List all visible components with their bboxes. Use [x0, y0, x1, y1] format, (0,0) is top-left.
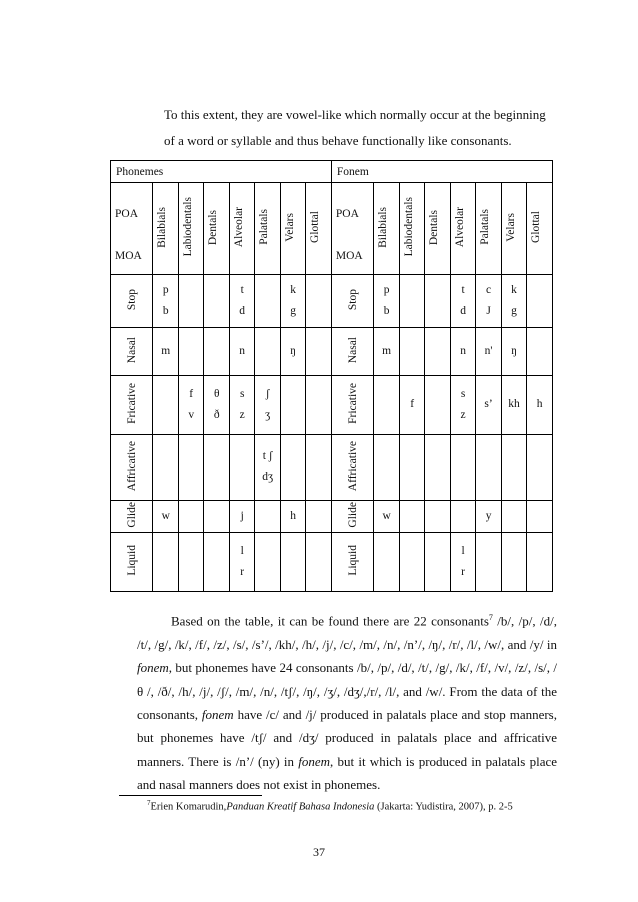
manner-label: Stop [346, 288, 359, 310]
footnote-title: Panduan Kreatif Bahasa Indonesia [226, 801, 375, 813]
fonem-consonant-cell [527, 434, 553, 501]
phonemes-consonant-cell [153, 275, 178, 327]
fonem-place-header [399, 183, 424, 275]
manner-label: Glide [125, 502, 138, 529]
analysis-part-1: Based on the table, it can be found there are 22 consonants [171, 613, 489, 629]
footnote-reference: 7 [488, 613, 493, 622]
fonem-consonant-cell [527, 327, 553, 375]
consonant-symbol: s’ [484, 398, 493, 411]
consonant-symbol: g [290, 304, 297, 317]
phonemes-consonant-cell [280, 327, 305, 375]
phonemes-consonant-cell [255, 375, 280, 434]
poa-label: POA [335, 207, 359, 220]
fonem-title: Fonem [331, 161, 552, 183]
phonemes-consonant-cell [306, 375, 332, 434]
place-label: Bilabials [156, 206, 169, 248]
phonemes-consonant-cell [255, 275, 280, 327]
place-label: Glottal [530, 211, 543, 244]
fonem-consonant-cell [374, 533, 399, 592]
phonemes-poa-moa-label [111, 183, 153, 275]
consonant-symbol: n [239, 344, 246, 357]
phonemes-manner-label [111, 327, 153, 375]
fonem-place-header [425, 183, 450, 275]
fonem-consonant-cell [425, 327, 450, 375]
consonant-symbol: b [162, 304, 169, 317]
consonant-symbol: y [485, 510, 492, 523]
manner-row [111, 533, 553, 592]
consonant-symbol: l [240, 545, 244, 558]
place-label: Palatals [258, 209, 271, 246]
phonemes-consonant-cell [204, 501, 229, 533]
phonemes-consonant-cell [153, 327, 178, 375]
phonemes-manner-label [111, 275, 153, 327]
phonemes-place-header [306, 183, 332, 275]
consonant-symbol: c [486, 283, 492, 296]
fonem-consonant-cell [476, 375, 501, 434]
fonem-consonant-cell [425, 375, 450, 434]
phonemes-consonant-cell [204, 275, 229, 327]
manner-label: Liquid [346, 545, 359, 577]
footnote-divider [119, 795, 262, 796]
fonem-consonant-cell [425, 533, 450, 592]
consonant-symbol: l [461, 545, 465, 558]
phonemes-manner-label [111, 501, 153, 533]
fonem-consonant-cell [374, 375, 399, 434]
consonant-symbol: d [239, 304, 246, 317]
consonant-symbol: n' [484, 344, 493, 357]
fonem-place-header [527, 183, 553, 275]
phonemes-consonant-cell [280, 501, 305, 533]
consonant-symbol: kh [508, 398, 520, 411]
place-label: Palatals [479, 209, 492, 246]
fonem-manner-label [331, 434, 373, 501]
fonem-consonant-cell [374, 275, 399, 327]
fonem-consonant-cell [501, 375, 526, 434]
fonem-consonant-cell [425, 275, 450, 327]
fonem-consonant-cell [501, 327, 526, 375]
analysis-part-4: have /c/ and /j/ produced in palatals place and stop manners, but phonemes have /tʃ/ and /dʒ/ produced in palatals place and affricative manners. There is /n’/ (ny) in [137, 706, 557, 769]
consonant-symbol: p [383, 283, 390, 296]
phonemes-consonant-cell [255, 533, 280, 592]
phonemes-consonant-cell [153, 434, 178, 501]
place-label: Alveolar [232, 207, 245, 248]
phonemes-consonant-cell [255, 327, 280, 375]
fonem-consonant-cell [501, 501, 526, 533]
manner-row [111, 501, 553, 533]
fonem-consonant-cell [476, 275, 501, 327]
fonem-manner-label [331, 501, 373, 533]
consonant-symbol: w [382, 510, 391, 523]
phonemes-manner-label [111, 533, 153, 592]
manner-label: Fricative [125, 382, 138, 424]
consonant-symbol: m [382, 344, 392, 357]
fonem-term: fonem [137, 660, 169, 676]
consonant-symbol: w [161, 510, 170, 523]
consonant-symbol: t [461, 283, 465, 296]
consonant-symbol: r [240, 566, 245, 579]
fonem-place-header [501, 183, 526, 275]
consonant-symbol: ð [213, 408, 220, 421]
fonem-consonant-cell [374, 501, 399, 533]
consonant-symbol: s [460, 387, 466, 400]
phonemes-consonant-cell [204, 375, 229, 434]
place-label: Alveolar [453, 207, 466, 248]
phonemes-place-header [204, 183, 229, 275]
footnote-number: 7 [147, 799, 151, 807]
fonem-consonant-cell [476, 327, 501, 375]
phonemes-consonant-cell [306, 327, 332, 375]
phonemes-consonant-cell [229, 501, 254, 533]
manner-label: Affricative [346, 440, 359, 491]
phonemes-consonant-cell [306, 533, 332, 592]
consonant-symbol: h [536, 398, 543, 411]
phonemes-consonant-cell [229, 275, 254, 327]
phonemes-place-header [255, 183, 280, 275]
fonem-place-header [476, 183, 501, 275]
consonant-symbol: d [460, 304, 466, 317]
consonant-symbol: k [290, 283, 297, 296]
fonem-consonant-cell [501, 533, 526, 592]
phonemes-place-header [178, 183, 203, 275]
fonem-consonant-cell [476, 434, 501, 501]
consonant-symbol: s [239, 387, 245, 400]
manner-row [111, 275, 553, 327]
consonant-symbol: m [161, 344, 171, 357]
manner-label: Liquid [125, 545, 138, 577]
phonemes-consonant-cell [306, 434, 332, 501]
phonemes-consonant-cell [153, 501, 178, 533]
fonem-consonant-cell [450, 434, 475, 501]
consonant-symbol: ʒ [265, 408, 271, 421]
intro-paragraph [164, 102, 564, 154]
phonemes-consonant-cell [204, 327, 229, 375]
phonemes-consonant-cell [229, 327, 254, 375]
phonemes-consonant-cell [204, 434, 229, 501]
phonemes-consonant-cell [280, 375, 305, 434]
moa-label: MOA [335, 249, 363, 262]
consonant-symbol: t ʃ [262, 450, 273, 463]
analysis-part-5: , but it which is produced in palatals place and nasal manners does not exist in phonemes. [137, 753, 558, 793]
fonem-consonant-cell [476, 501, 501, 533]
phonemes-consonant-cell [178, 327, 203, 375]
fonem-consonant-cell [501, 434, 526, 501]
phonemes-consonant-cell [204, 533, 229, 592]
place-label: Dentals [207, 209, 220, 245]
fonem-consonant-cell [399, 533, 424, 592]
consonant-symbol: r [461, 566, 465, 579]
consonant-symbol: z [239, 408, 245, 421]
intro-line-1: To this extent, they are vowel-like which normally occur at the beginning [164, 107, 546, 122]
phonemes-consonant-cell [306, 275, 332, 327]
fonem-term: fonem [298, 753, 331, 769]
consonant-symbol: θ [213, 387, 220, 400]
footnote [147, 799, 513, 813]
place-label: Labiodentals [402, 197, 415, 257]
phonemes-consonant-cell [229, 533, 254, 592]
manner-row [111, 375, 553, 434]
place-label: Velars [504, 212, 517, 242]
manner-row [111, 434, 553, 501]
consonant-symbol: ŋ [511, 344, 517, 357]
analysis-paragraph [137, 606, 557, 797]
footnote-citation: (Jakarta: Yudistira, 2007), p. 2-5 [374, 801, 513, 813]
fonem-consonant-cell [450, 501, 475, 533]
place-label: Velars [283, 212, 296, 242]
consonant-symbol: dʒ [262, 471, 274, 484]
consonant-symbol: J [486, 304, 491, 317]
consonant-symbol: g [511, 304, 517, 317]
consonant-symbol: z [460, 408, 466, 421]
phonemes-place-header [280, 183, 305, 275]
phonemes-consonant-cell [255, 501, 280, 533]
manner-label: Glide [346, 502, 359, 529]
consonant-symbol: k [511, 283, 517, 296]
consonant-symbol: f [410, 398, 415, 411]
fonem-consonant-cell [399, 501, 424, 533]
fonem-consonant-cell [450, 275, 475, 327]
phonemes-consonant-cell [153, 533, 178, 592]
fonem-poa-moa-label [331, 183, 373, 275]
consonant-symbol: b [383, 304, 390, 317]
phonemes-manner-label [111, 434, 153, 501]
fonem-consonant-cell [476, 533, 501, 592]
place-label: Labiodentals [181, 197, 194, 257]
fonem-manner-label [331, 327, 373, 375]
consonant-symbol: ŋ [290, 344, 296, 357]
phonemes-place-header [229, 183, 254, 275]
fonem-consonant-cell [527, 533, 553, 592]
fonem-manner-label [331, 375, 373, 434]
consonant-symbol: n [460, 344, 466, 357]
fonem-consonant-cell [425, 434, 450, 501]
manner-row [111, 327, 553, 375]
phonemes-manner-label [111, 375, 153, 434]
phonemes-consonant-cell [280, 434, 305, 501]
manner-label: Fricative [346, 382, 359, 424]
place-label: Bilabials [377, 206, 390, 248]
fonem-consonant-cell [450, 327, 475, 375]
phonemes-consonant-cell [255, 434, 280, 501]
fonem-consonant-cell [374, 434, 399, 501]
fonem-consonant-cell [399, 434, 424, 501]
phonemes-consonant-cell [153, 375, 178, 434]
fonem-consonant-cell [527, 275, 553, 327]
phonemes-consonant-cell [280, 533, 305, 592]
fonem-term: fonem [201, 706, 234, 722]
phonemes-consonant-cell [178, 275, 203, 327]
consonant-symbol: t [240, 283, 244, 296]
phonemes-consonant-cell [306, 501, 332, 533]
place-label: Glottal [309, 211, 322, 244]
manner-label: Nasal [125, 336, 138, 363]
fonem-manner-label [331, 275, 373, 327]
moa-label: MOA [115, 249, 142, 262]
manner-label: Nasal [346, 336, 359, 363]
consonant-table [110, 160, 553, 592]
fonem-consonant-cell [425, 501, 450, 533]
consonant-symbol: h [290, 510, 297, 523]
poa-label: POA [115, 207, 139, 220]
phonemes-consonant-cell [178, 434, 203, 501]
phonemes-consonant-cell [229, 375, 254, 434]
consonant-symbol: v [188, 408, 195, 421]
fonem-consonant-cell [399, 327, 424, 375]
footnote-author: Erien Komarudin, [150, 801, 227, 813]
fonem-place-header [450, 183, 475, 275]
intro-line-2: of a word or syllable and thus behave functionally like consonants. [164, 133, 512, 148]
fonem-consonant-cell [450, 533, 475, 592]
fonem-consonant-cell [399, 375, 424, 434]
phonemes-consonant-cell [178, 533, 203, 592]
manner-label: Stop [125, 288, 138, 310]
manner-label: Affricative [125, 440, 138, 491]
phonemes-consonant-cell [229, 434, 254, 501]
fonem-consonant-cell [527, 501, 553, 533]
fonem-consonant-cell [527, 375, 553, 434]
phonemes-consonant-cell [280, 275, 305, 327]
analysis-part-2: /b/, /p/, /d/, /t/, /g/, /k/, /f/, /z/, /s/, /s’/, /kh/, /h/, /j/, /c/, /m/, /n/, /n’/, /ŋ/, /r/, /l/, /w/, and /y/ in [137, 613, 558, 652]
fonem-consonant-cell [374, 327, 399, 375]
phonemes-consonant-cell [178, 375, 203, 434]
consonant-symbol: ʃ [265, 387, 270, 400]
place-label: Dentals [428, 209, 441, 245]
fonem-consonant-cell [399, 275, 424, 327]
fonem-consonant-cell [501, 275, 526, 327]
consonant-symbol: j [240, 510, 244, 523]
fonem-place-header [374, 183, 399, 275]
phonemes-title: Phonemes [111, 161, 332, 183]
consonant-symbol: p [162, 283, 169, 296]
phonemes-consonant-cell [178, 501, 203, 533]
fonem-manner-label [331, 533, 373, 592]
page-number: 37 [313, 845, 325, 859]
analysis-part-3: , but phonemes have 24 consonants /b/, /p/, /d/, /t/, /g/, /k/, /f/, /v/, /z/, /s/, /θ /, /ð/, /h/, /j/, /ʃ/, /m/, /n/, /tʃ/, /ŋ/, /ʒ/, /dʒ/,/r/, /l/, and /w/. From the data of the consonants, [137, 660, 557, 722]
phonemes-place-header [153, 183, 178, 275]
consonant-symbol: f [189, 387, 194, 400]
fonem-consonant-cell [450, 375, 475, 434]
